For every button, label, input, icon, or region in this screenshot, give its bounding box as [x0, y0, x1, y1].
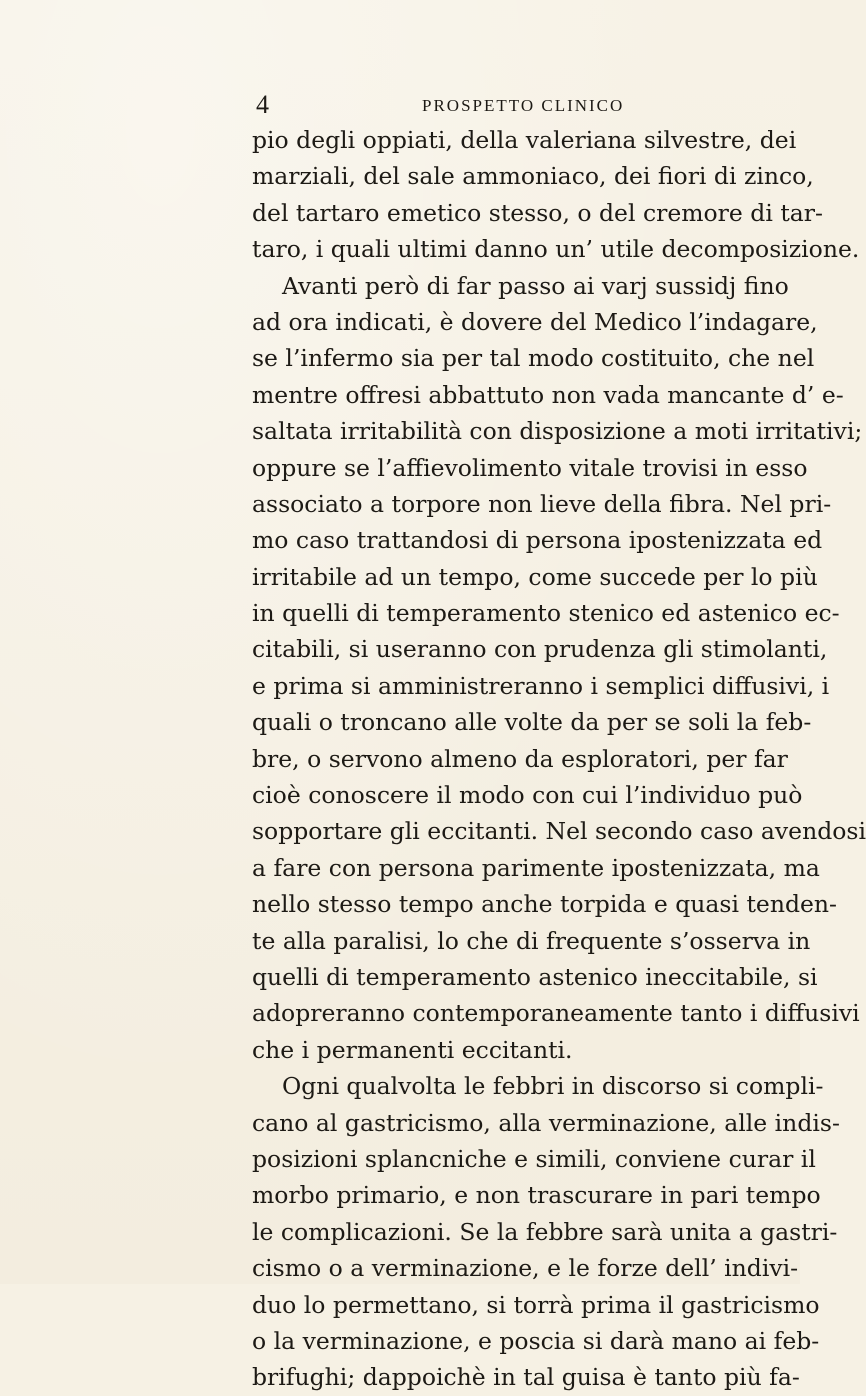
text-line: mentre offresi abbattuto non vada mancante d’ e-	[252, 380, 844, 409]
text-line: o la verminazione, e poscia si darà mano ai feb-	[252, 1326, 820, 1355]
text-line: te alla paralisi, lo che di frequente s’osserva in	[252, 926, 811, 955]
text-line: sopportare gli eccitanti. Nel secondo caso avendosi	[252, 817, 866, 846]
text-line: Avanti però di far passo ai varj sussidj fino	[282, 271, 789, 300]
body-text	[252, 122, 866, 1396]
text-line: pio degli oppiati, della valeriana silvestre, dei	[252, 126, 797, 154]
text-line: saltata irritabilità con disposizione a moti irritativi;	[252, 417, 863, 446]
text-line: cismo o a verminazione, e le forze dell’ indivi-	[252, 1254, 799, 1283]
text-line: associato a torpore non lieve della fibra. Nel pri-	[252, 489, 832, 518]
text-line: marziali, del sale ammoniaco, dei fiori di zinco,	[252, 162, 814, 191]
text-line: ad ora indicati, è dovere del Medico l’indagare,	[252, 307, 818, 336]
text-line: citabili, si useranno con prudenza gli stimolanti,	[252, 635, 828, 664]
text-line: bre, o servono almeno da esploratori, per far	[252, 744, 788, 773]
text-line: nello stesso tempo anche torpida e quasi tenden-	[252, 890, 837, 919]
text-line: brifughi; dappoichè in tal guisa è tanto più fa-	[252, 1363, 800, 1392]
text-line: irritabile ad un tempo, come succede per lo più	[252, 562, 818, 591]
text-line: Ogni qualvolta le febbri in discorso si compli-	[282, 1072, 824, 1101]
running-title: PROSPETTO CLINICO	[422, 96, 625, 115]
text-line: mo caso trattandosi di persona ipostenizzata ed	[252, 526, 823, 555]
text-line: oppure se l’affievolimento vitale trovisi in esso	[252, 453, 808, 482]
text-line: cano al gastricismo, alla verminazione, alle indis-	[252, 1108, 840, 1137]
text-line: se l’infermo sia per tal modo costituito, che nel	[252, 344, 815, 373]
text-line: e prima si amministreranno i semplici diffusivi, i	[252, 671, 830, 700]
text-line: che i permanenti eccitanti.	[252, 1035, 573, 1064]
text-line: del tartaro emetico stesso, o del cremore di tar-	[252, 198, 823, 227]
page-number: 4	[256, 90, 269, 119]
text-line: posizioni splancniche e simili, conviene curar il	[252, 1144, 816, 1173]
text-line: in quelli di temperamento stenico ed astenico ec-	[252, 599, 840, 628]
text-line: adopreranno contemporaneamente tanto i diffusivi	[252, 999, 860, 1028]
text-line: quelli di temperamento astenico ineccitabile, si	[252, 962, 818, 991]
running-head	[256, 92, 776, 118]
text-line: cioè conoscere il modo con cui l’individuo può	[252, 781, 803, 810]
text-line: le complicazioni. Se la febbre sarà unita a gastri-	[252, 1217, 838, 1246]
text-line: a fare con persona parimente ipostenizzata, ma	[252, 853, 820, 882]
text-line: morbo primario, e non trascurare in pari tempo	[252, 1181, 821, 1210]
text-line: duo lo permettano, si torrà prima il gastricismo	[252, 1290, 820, 1319]
text-line: taro, i quali ultimi danno un’ utile decomposizione.	[252, 235, 860, 264]
text-line: quali o troncano alle volte da per se soli la feb-	[252, 708, 812, 737]
